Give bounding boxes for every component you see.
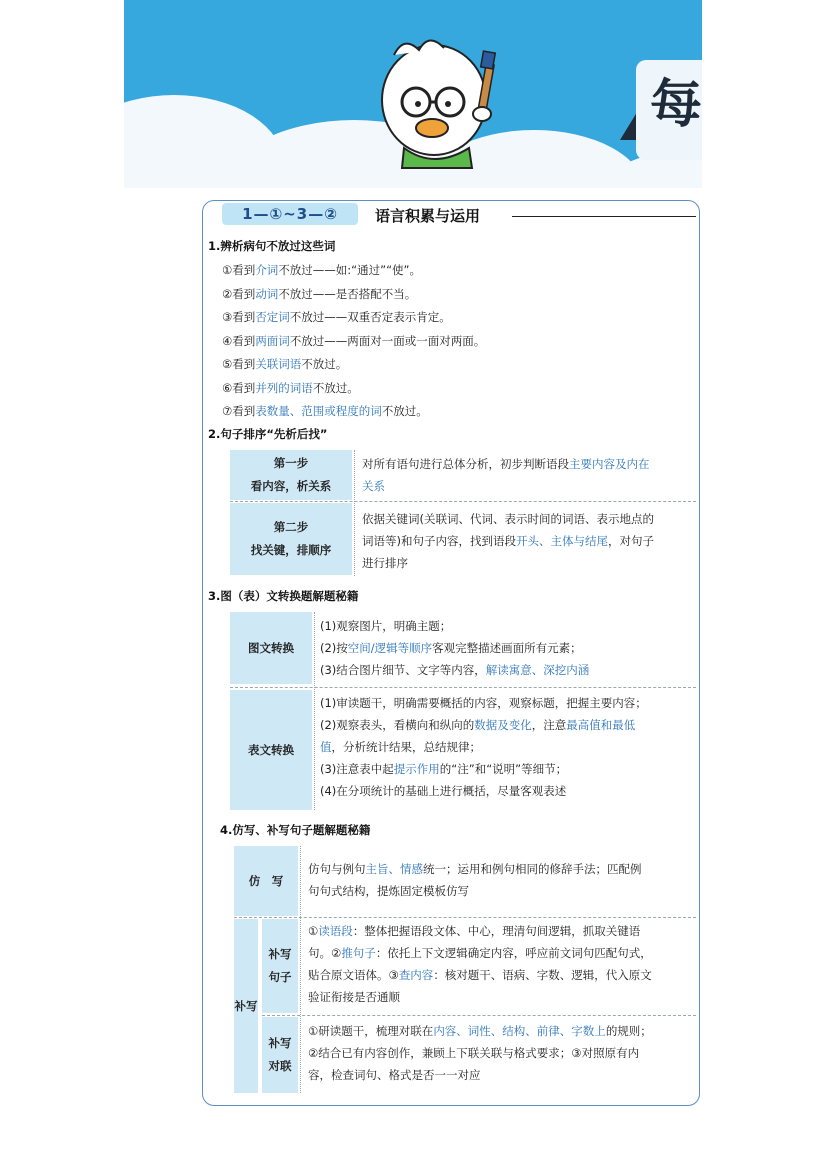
s1-item: ④看到两面词不放过——两面对一面或一面对两面。 [222,334,486,348]
s3-image-text-head: 图文转换 [230,612,312,684]
duck-mascot-illustration [374,30,524,170]
divider [230,687,696,688]
divider [300,846,301,1093]
s3-image-text-body: (1)观察图片，明确主题； (2)按空间/逻辑等顺序客观完整描述画面所有元素； (3)结合图片细节、文字等内容，解读寓意、深挖内涵 [320,619,590,677]
s4-buxie-juzi-head: 补写 句子 [262,919,298,1013]
s1-item: ②看到动词不放过——是否搭配不当。 [222,287,417,301]
s1-item: ①看到介词不放过——如:“通过”“使”。 [222,263,422,277]
s1-heading: 1.辨析病句不放过这些词 [208,239,336,253]
header-title-char: 每 [650,75,702,135]
s1-item: ⑤看到关联词语不放过。 [222,357,348,371]
s1-item: ⑥看到并列的词语不放过。 [222,381,359,395]
s2-heading: 2.句子排序“先析后找” [208,427,328,441]
s4-buxie-juzi-body: ①读语段：整体把握语段文体、中心，理清句间逻辑，抓取关键语 句。②推句子：依托上下文逻辑确定内容，呼应前文词句匹配句式， 贴合原文语体。③查内容：核对题干、语病、字数、逻辑，代入原文 验证衔接是否通顺 [308,924,652,1004]
s4-fangxie-head: 仿 写 [234,846,298,916]
s4-heading: 4.仿写、补写句子题解题秘籍 [220,823,371,837]
s4-buxie-duilian-head: 补写 对联 [262,1017,298,1093]
s2-step2-head: 第二步 找关键，排顺序 [230,503,352,575]
section-tag: 1—①~3—② [222,203,358,225]
divider [314,612,315,810]
s2-step1-head: 第一步 看内容，析关系 [230,450,352,500]
s4-buxie-head: 补写 [234,919,258,1093]
header-banner [124,0,702,188]
s2-step2-body: 依据关键词(关联词、代词、表示时间的词语、表示地点的 词语等)和句子内容，找到语段开头、主体与结尾，对句子 进行排序 [362,512,654,570]
s3-table-text-body: (1)审读题干，明确需要概括的内容，观察标题，把握主要内容； (2)观察表头，看横向和纵向的数据及变化，注意最高值和最低 值，分析统计结果，总结规律； (3)注意表中起提示作用的“注”和“说明”等细节； (4)在分项统计的基础上进行概括，尽量客观表述 [320,696,647,798]
s4-fangxie-body: 仿句与例句主旨、情感统一；运用和例句相同的修辞手法；匹配例 句句式结构，提炼固定模板仿写 [308,862,642,898]
divider [234,917,696,918]
s3-heading: 3.图（表）文转换题解题秘籍 [208,589,359,603]
s3-table-text-head: 表文转换 [230,690,312,810]
title-underline [512,216,696,217]
s4-buxie-duilian-body: ①研读题干，梳理对联在内容、词性、结构、前律、字数上的规则； ②结合已有内容创作，兼顾上下联关联与格式要求；③对照原有内 容，检查词句、格式是否一一对应 [308,1024,652,1082]
divider [262,1015,696,1016]
divider [354,450,355,576]
divider [230,501,696,502]
s2-step1-body: 对所有语句进行总体分析，初步判断语段主要内容及内在 关系 [362,457,650,493]
section-title: 语言积累与运用 [375,207,481,225]
s1-item: ③看到否定词不放过——双重否定表示肯定。 [222,310,451,324]
s1-item: ⑦看到表数量、范围或程度的词不放过。 [222,404,428,418]
